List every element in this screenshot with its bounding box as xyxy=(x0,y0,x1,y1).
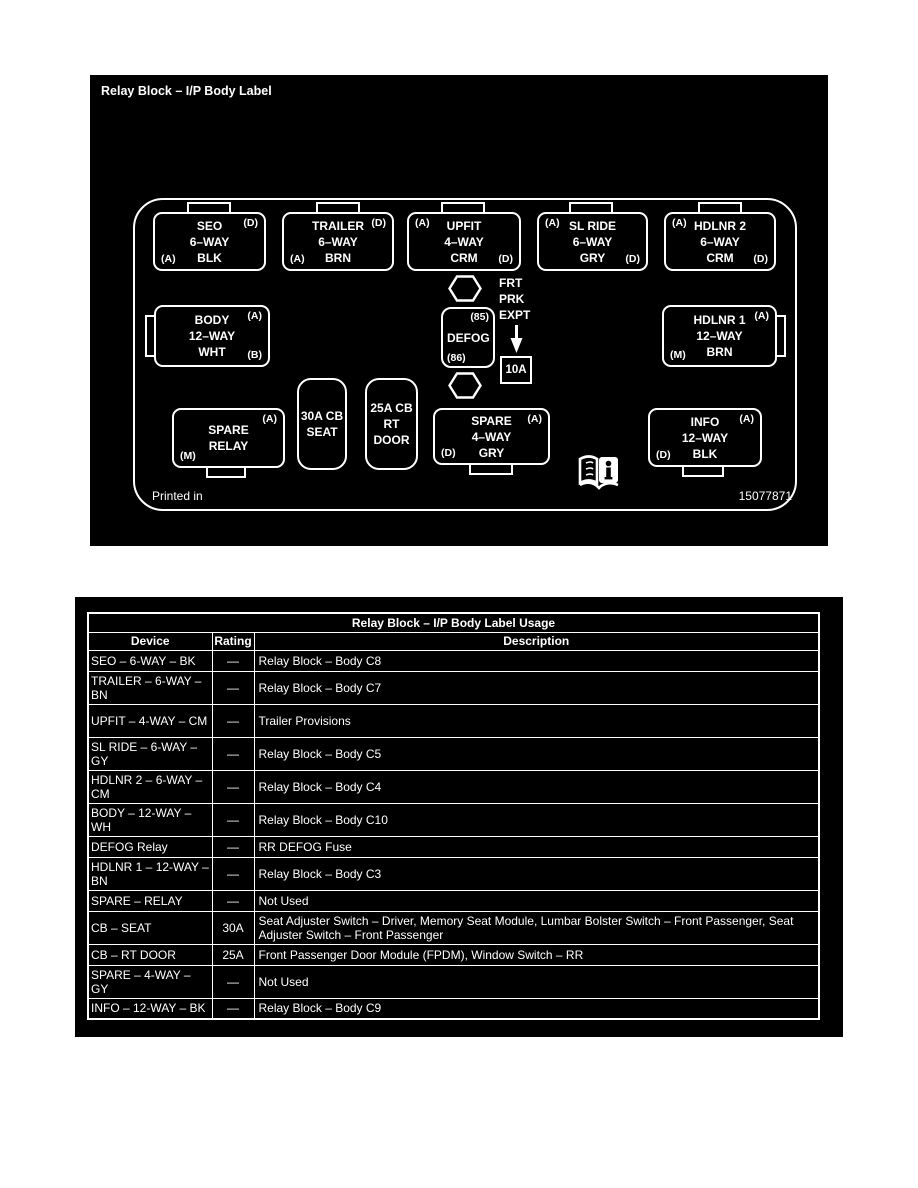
breaker-rating: 30A CB xyxy=(300,409,344,423)
pin-label: (D) xyxy=(371,217,386,229)
hex-relay-symbol xyxy=(448,372,482,399)
connector-ways: 6–WAY xyxy=(572,234,613,249)
connector-color: BLK xyxy=(692,446,718,461)
fuse-rating: 10A xyxy=(505,364,527,376)
connector-ways: 12–WAY xyxy=(696,329,743,343)
table-row: INFO – 12-WAY – BK — Relay Block – Body C9 xyxy=(88,998,819,1019)
connector-seo xyxy=(153,212,266,271)
connector-name: SPARE xyxy=(471,413,512,428)
pin-label: (A) xyxy=(290,253,305,265)
hex-relay-symbol xyxy=(448,275,482,302)
connector-name: INFO xyxy=(690,414,720,429)
pin-label: (A) xyxy=(161,253,176,265)
part-number: 15077871 xyxy=(738,489,792,503)
column-header-description: Description xyxy=(254,632,819,650)
table-row: CB – SEAT 30A Seat Adjuster Switch – Driver, Memory Seat Module, Lumbar Bolster Switch – Front Passenger, Seat Adjuster Switch – Front Passenger xyxy=(88,911,819,944)
breaker-rating: 25A CB xyxy=(370,401,413,415)
label-line: FRT xyxy=(499,276,523,290)
pin-label: (D) xyxy=(441,447,456,459)
connector-color: BRN xyxy=(325,250,351,265)
table-row: CB – RT DOOR 25A Front Passenger Door Module (FPDM), Window Switch – RR xyxy=(88,944,819,965)
connector-name: TRAILER xyxy=(312,218,364,233)
usage-table xyxy=(87,612,820,1020)
connector-name: SL RIDE xyxy=(568,218,617,233)
table-row: HDLNR 1 – 12-WAY – BN — Relay Block – Body C3 xyxy=(88,857,819,890)
connector-hdlnr2 xyxy=(664,212,776,271)
connector-ways: 12–WAY xyxy=(681,430,729,445)
connector-name: HDLNR 1 xyxy=(693,313,746,327)
owner-manual-book-icon xyxy=(576,453,622,491)
table-row: SPARE – RELAY — Not Used xyxy=(88,890,819,911)
pin-label: (A) xyxy=(754,310,769,322)
pin-label: (M) xyxy=(180,450,196,462)
table-row: SL RIDE – 6-WAY – GY — Relay Block – Body C5 xyxy=(88,737,819,770)
table-row: UPFIT – 4-WAY – CM — Trailer Provisions xyxy=(88,704,819,737)
relay-terminal-85: (85) xyxy=(470,311,489,323)
breaker-cb-seat xyxy=(297,378,347,470)
down-arrow-icon xyxy=(509,325,524,354)
pin-label: (D) xyxy=(625,253,640,265)
breaker-name: SEAT xyxy=(306,425,338,439)
pin-label: (A) xyxy=(262,413,277,425)
breaker-name: RT xyxy=(383,417,400,431)
pin-label: (D) xyxy=(243,217,258,229)
connector-ways: 4–WAY xyxy=(444,234,484,249)
relay-terminal-86: (86) xyxy=(447,352,466,364)
printed-in-text: Printed in xyxy=(152,489,203,503)
connector-name: SEO xyxy=(196,218,223,233)
table-row: BODY – 12-WAY – WH — Relay Block – Body C10 xyxy=(88,803,819,836)
pin-label: (D) xyxy=(498,253,513,265)
pin-label: (D) xyxy=(656,449,671,461)
connector-info xyxy=(648,408,762,467)
connector-color: GRY xyxy=(579,250,606,265)
pin-label: (A) xyxy=(527,413,542,425)
table-header-row xyxy=(88,632,819,650)
connector-trailer xyxy=(282,212,394,271)
label-line: PRK xyxy=(499,292,525,306)
connector-color: WHT xyxy=(198,345,226,359)
connector-color: CRM xyxy=(706,250,734,265)
connector-upfit xyxy=(407,212,521,271)
connector-ways: 6–WAY xyxy=(318,234,358,249)
pin-label: (A) xyxy=(672,217,687,229)
connector-spare-relay xyxy=(172,408,285,468)
connector-name: SPARE xyxy=(208,423,249,437)
connector-sl-ride xyxy=(537,212,648,271)
pin-label: (M) xyxy=(670,349,686,361)
connector-spare-4way xyxy=(433,408,550,465)
connector-defog-relay xyxy=(441,307,495,368)
breaker-cb-rt-door xyxy=(365,378,418,470)
relay-block-label-figure xyxy=(90,75,828,546)
connector-name: BODY xyxy=(194,313,230,327)
column-header-device: Device xyxy=(88,632,212,650)
pin-label: (D) xyxy=(753,253,768,265)
connector-body xyxy=(154,305,270,367)
connector-hdlnr1 xyxy=(662,305,777,367)
column-header-rating: Rating xyxy=(212,632,254,650)
connector-name: UPFIT xyxy=(446,218,482,233)
connector-color: CRM xyxy=(450,250,478,265)
connector-color: BRN xyxy=(706,345,733,359)
pin-label: (A) xyxy=(247,310,262,322)
figure-title: Relay Block – I/P Body Label xyxy=(101,84,272,98)
connector-ways: RELAY xyxy=(208,439,249,453)
connector-ways: 4–WAY xyxy=(471,429,512,444)
table-row: SPARE – 4-WAY – GY — Not Used xyxy=(88,965,819,998)
frt-prk-expt-label xyxy=(499,275,530,323)
pin-label: (A) xyxy=(545,217,560,229)
relay-block-usage-panel xyxy=(75,597,843,1037)
table-row: TRAILER – 6-WAY – BN — Relay Block – Body C7 xyxy=(88,671,819,704)
connector-name: HDLNR 2 xyxy=(693,218,746,233)
pin-label: (A) xyxy=(415,217,430,229)
breaker-name: DOOR xyxy=(373,433,410,447)
connector-ways: 6–WAY xyxy=(700,234,740,249)
connector-color: GRY xyxy=(478,445,505,460)
connector-ways: 6–WAY xyxy=(189,234,230,249)
table-row: DEFOG Relay — RR DEFOG Fuse xyxy=(88,836,819,857)
table-row: HDLNR 2 – 6-WAY – CM — Relay Block – Body C4 xyxy=(88,770,819,803)
label-line: EXPT xyxy=(499,308,531,322)
pin-label: (A) xyxy=(739,413,754,425)
connector-name: DEFOG xyxy=(447,330,490,345)
pin-label: (B) xyxy=(247,349,262,361)
connector-color: BLK xyxy=(197,250,222,265)
fuse-10a xyxy=(500,356,532,384)
connector-ways: 12–WAY xyxy=(188,329,236,343)
table-row: SEO – 6-WAY – BK — Relay Block – Body C8 xyxy=(88,650,819,671)
table-title: Relay Block – I/P Body Label Usage xyxy=(88,613,819,632)
